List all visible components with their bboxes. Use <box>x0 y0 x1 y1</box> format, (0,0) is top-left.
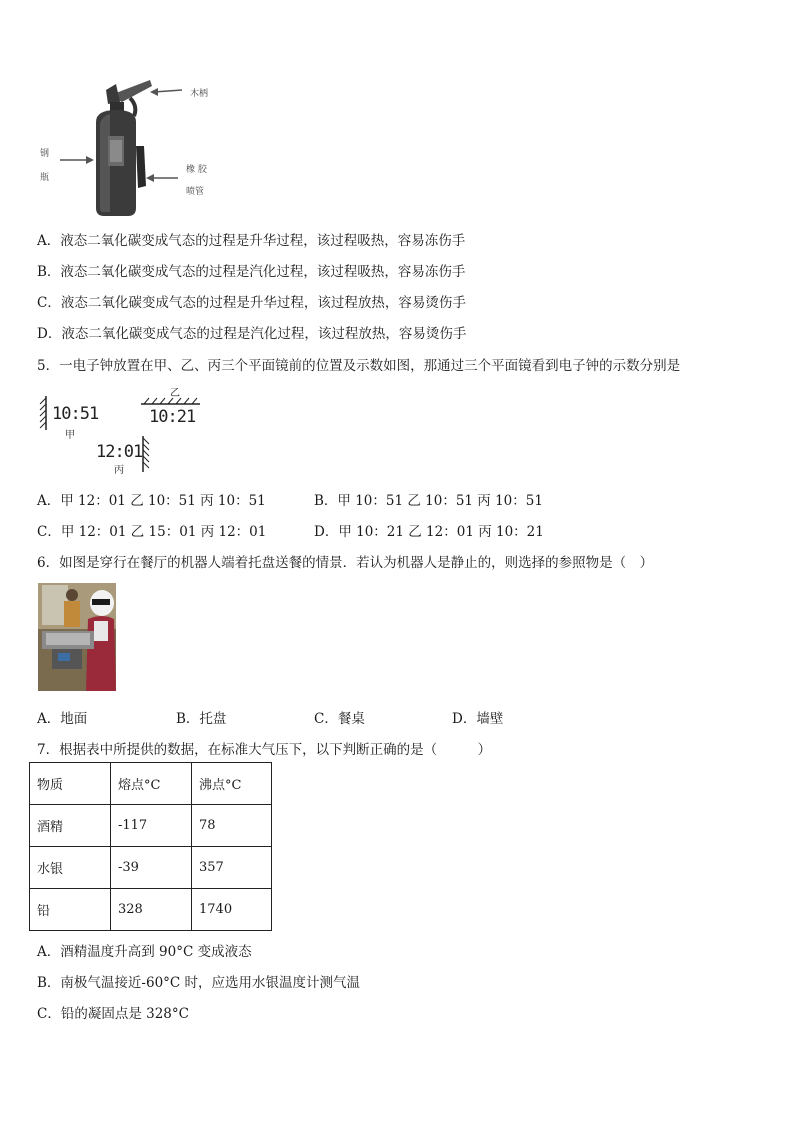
wood-handle-label: 木柄 <box>190 89 209 99</box>
melting-boiling-table <box>29 762 272 931</box>
table-cell: 酒精 <box>30 805 111 847</box>
q5-stem: 5．一电子钟放置在甲、乙、丙三个平面镜前的位置及示数如图，那通过三个平面镜看到电子钟的示数分别是 <box>37 358 681 374</box>
robot-waiter-image <box>38 583 116 691</box>
rubber-label-1: 橡 胶 <box>186 165 207 175</box>
q4-option-d: D．液态二氧化碳变成气态的过程是汽化过程，该过程放热，容易烫伤手 <box>37 326 467 342</box>
mirror-yi-icon <box>140 396 202 406</box>
q4-option-c: C．液态二氧化碳变成气态的过程是升华过程，该过程放热，容易烫伤手 <box>37 295 466 311</box>
q5-option-a: A．甲 12：01 乙 10：51 丙 10：51 <box>37 493 266 509</box>
q6-option-d: D．墙壁 <box>452 711 504 727</box>
table-header: 物质 <box>30 763 111 805</box>
q6-option-c: C．餐桌 <box>314 711 365 727</box>
steel-tank-label-2: 瓶 <box>40 173 50 183</box>
q4-option-b: B．液态二氧化碳变成气态的过程是汽化过程，该过程吸热，容易冻伤手 <box>37 264 466 280</box>
clock-bing-digits: 12:01 <box>96 442 143 462</box>
table-cell: 328 <box>111 889 192 931</box>
table-cell: 357 <box>192 847 272 889</box>
clock-yi-digits: 10:21 <box>149 407 196 427</box>
q6-option-a: A．地面 <box>37 711 88 727</box>
table-row <box>30 889 272 931</box>
table-cell: -39 <box>111 847 192 889</box>
table-row <box>30 847 272 889</box>
q7-option-b: B．南极气温接近-60°C 时，应选用水银温度计测气温 <box>37 975 361 991</box>
table-cell: -117 <box>111 805 192 847</box>
q6-option-b: B．托盘 <box>176 711 227 727</box>
q6-stem: 6．如图是穿行在餐厅的机器人端着托盘送餐的情景．若认为机器人是静止的，则选择的参照物是（ ） <box>37 555 654 571</box>
table-header-row <box>30 763 272 805</box>
table-cell: 水银 <box>30 847 111 889</box>
q7-stem: 7．根据表中所提供的数据，在标准大气压下，以下判断正确的是（ ） <box>37 742 492 758</box>
robot-photo <box>38 583 116 691</box>
table-cell: 1740 <box>192 889 272 931</box>
clock-jia-digits: 10:51 <box>52 404 99 424</box>
mirror-bing-icon <box>140 434 154 474</box>
mirror-bing-label: 丙 <box>114 465 124 476</box>
rubber-label-2: 喷管 <box>186 187 205 197</box>
q5-option-d: D．甲 10：21 乙 12：01 丙 10：21 <box>314 524 544 540</box>
steel-tank-label-1: 钢 <box>40 149 50 159</box>
table-row <box>30 805 272 847</box>
clock-mirror-figure <box>36 384 206 476</box>
q5-option-c: C．甲 12：01 乙 15：01 丙 12：01 <box>37 524 267 540</box>
fire-extinguisher-figure <box>38 76 228 221</box>
table-header: 熔点°C <box>111 763 192 805</box>
table-cell: 铅 <box>30 889 111 931</box>
mirror-jia-icon <box>36 394 50 432</box>
mirror-jia-label: 甲 <box>65 430 75 441</box>
table-header: 沸点°C <box>192 763 272 805</box>
q7-option-c: C．铅的凝固点是 328°C <box>37 1006 189 1022</box>
q5-option-b: B．甲 10：51 乙 10：51 丙 10：51 <box>314 493 543 509</box>
mirror-yi-label: 乙 <box>170 388 180 399</box>
q4-option-a: A．液态二氧化碳变成气态的过程是升华过程，该过程吸热，容易冻伤手 <box>37 233 466 249</box>
q7-option-a: A．酒精温度升高到 90°C 变成液态 <box>37 944 252 960</box>
table-cell: 78 <box>192 805 272 847</box>
